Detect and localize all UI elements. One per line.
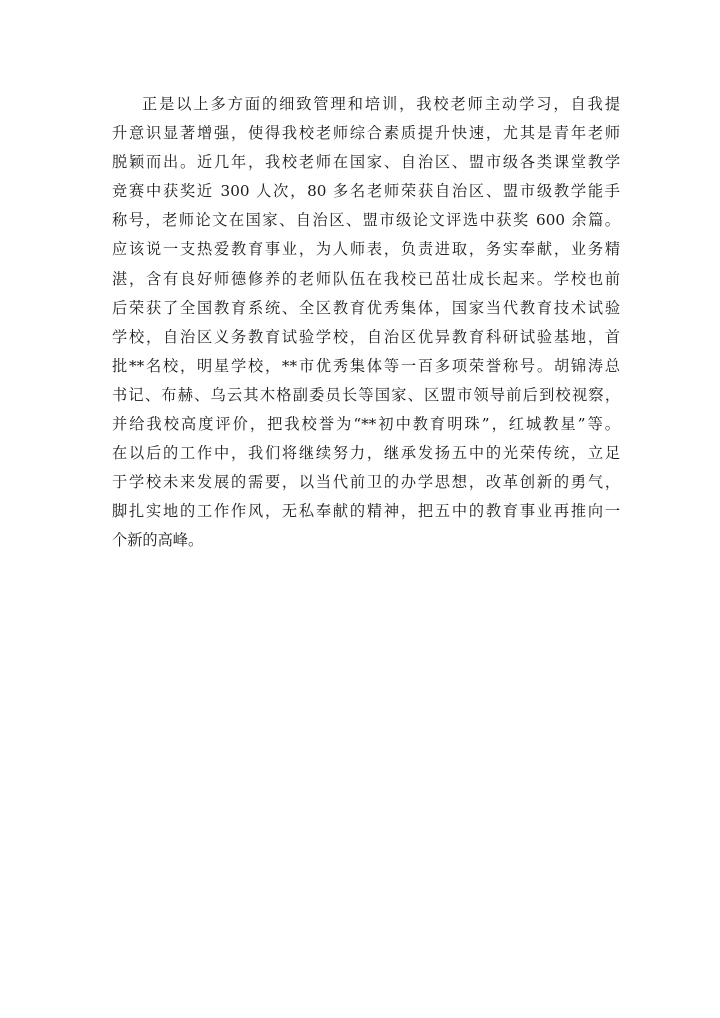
- paragraph-line: 称号，老师论文在国家、自治区、盟市级论文评选中获奖 600 余篇。: [112, 211, 620, 230]
- paragraph-line: 于学校未来发展的需要，以当代前卫的办学思想，改革创新的勇气，: [112, 473, 620, 492]
- paragraph-line: 在以后的工作中，我们将继续努力，继承发扬五中的光荣传统，立足: [112, 444, 620, 463]
- paragraph-line: 脱颖而出。近几年，我校老师在国家、自治区、盟市级各类课堂教学: [112, 153, 620, 172]
- paragraph-line: 应该说一支热爱教育事业，为人师表，负责进取，务实奉献，业务精: [112, 240, 620, 259]
- paragraph-line: 后荣获了全国教育系统、全区教育优秀集体，国家当代教育技术试验: [112, 298, 620, 317]
- paragraph-line: 竞赛中获奖近 300 人次，80 多名老师荣获自治区、盟市级教学能手: [112, 182, 620, 201]
- paragraph-line: 个新的高峰。: [112, 531, 204, 550]
- paragraph-line: 书记、布赫、乌云其木格副委员长等国家、区盟市领导前后到校视察，: [112, 385, 620, 404]
- paragraph-line: 批**名校，明星学校，**市优秀集体等一百多项荣誉称号。胡锦涛总: [112, 356, 620, 375]
- paragraph-line: 并给我校高度评价，把我校誉为“**初中教育明珠”，红城教星”等。: [112, 415, 620, 434]
- paragraph-line: 升意识显著增强，使得我校老师综合素质提升快速，尤其是青年老师: [112, 124, 620, 143]
- paragraph-line: 脚扎实地的工作作风，无私奉献的精神，把五中的教育事业再推向一: [112, 502, 620, 521]
- body-paragraph: [112, 90, 620, 556]
- paragraph-line: 正是以上多方面的细致管理和培训，我校老师主动学习，自我提: [142, 95, 620, 113]
- paragraph-line: 学校，自治区义务教育试验学校，自治区优异教育科研试验基地，首: [112, 327, 620, 346]
- paragraph-line: 湛，含有良好师德修养的老师队伍在我校已茁壮成长起来。学校也前: [112, 269, 620, 288]
